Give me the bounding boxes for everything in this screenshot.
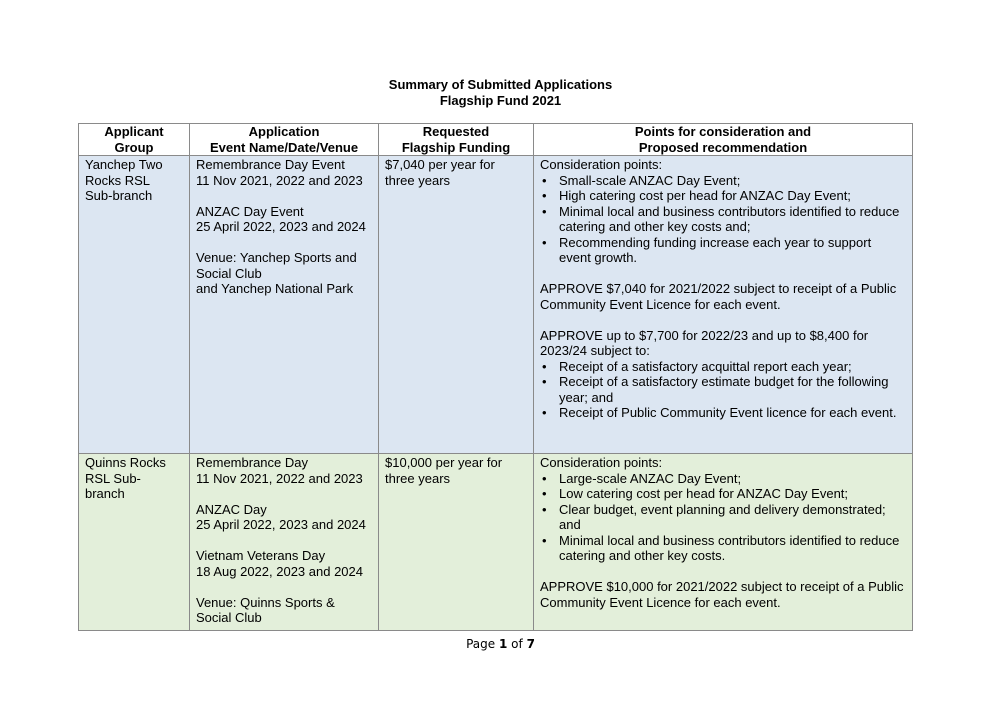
document-title [0, 77, 1001, 109]
table-row [79, 454, 913, 631]
title-line-2: Flagship Fund 2021 [439, 93, 562, 108]
table-header-row [79, 124, 913, 156]
approve-statement: APPROVE up to $7,700 for 2022/23 and up to $8,400 for 2023/24 subject to: [540, 327, 869, 358]
header-applicant-group: Applicant Group [79, 124, 190, 156]
list-item: • Low catering cost per head for ANZAC Day Event; [540, 486, 906, 502]
list-item: • Clear budget, event planning and delivery demonstrated; and [540, 502, 906, 533]
list-item: • Recommending funding increase each year to support event growth. [540, 235, 906, 266]
list-item: • Minimal local and business contributors identified to reduce catering and other key costs and; [540, 204, 906, 235]
applicant-cell: Quinns Rocks RSL Sub- branch [79, 454, 190, 631]
list-item: • Receipt of a satisfactory estimate budget for the following year; and [540, 374, 906, 405]
recommendation-cell [534, 454, 913, 631]
consideration-points-list [540, 173, 906, 266]
applicant-cell: Yanchep Two Rocks RSL Sub-branch [79, 156, 190, 454]
consideration-points-list [540, 471, 906, 564]
consideration-heading: Consideration points: [540, 157, 663, 172]
list-item: • Small-scale ANZAC Day Event; [540, 173, 906, 189]
list-item: • Receipt of Public Community Event licence for each event. [540, 405, 906, 421]
applications-table [78, 123, 913, 631]
page-total: 7 [526, 637, 535, 651]
header-application: Application Event Name/Date/Venue [190, 124, 379, 156]
event-cell: Remembrance Day Event 11 Nov 2021, 2022 and 2023 ANZAC Day Event 25 April 2022, 2023 and 2024 Venue: Yanchep Sports and Social Club and Yanchep National Park [190, 156, 379, 454]
page-footer [0, 637, 1001, 651]
header-requested-funding: Requested Flagship Funding [379, 124, 534, 156]
funding-cell: $10,000 per year for three years [379, 454, 534, 631]
list-item: • Large-scale ANZAC Day Event; [540, 471, 906, 487]
approve-statement: APPROVE $7,040 for 2021/2022 subject to receipt of a Public Community Event Licence for each event. [540, 281, 897, 312]
event-cell: Remembrance Day 11 Nov 2021, 2022 and 2023 ANZAC Day 25 April 2022, 2023 and 2024 Vietnam Veterans Day 18 Aug 2022, 2023 and 2024 Venue: Quinns Sports & Social Club [190, 454, 379, 631]
page-label: Page [466, 637, 496, 651]
title-line-1: Summary of Submitted Applications [388, 77, 613, 92]
recommendation-cell [534, 156, 913, 454]
consideration-heading: Consideration points: [540, 455, 663, 470]
page-current: 1 [498, 637, 508, 651]
list-item: • Minimal local and business contributors identified to reduce catering and other key costs. [540, 533, 906, 564]
table-row [79, 156, 913, 454]
of-label: of [511, 637, 523, 651]
list-item: • High catering cost per head for ANZAC Day Event; [540, 188, 906, 204]
approve-statement: APPROVE $10,000 for 2021/2022 subject to receipt of a Public Community Event Licence for each event. [540, 579, 904, 610]
conditions-list [540, 359, 906, 421]
funding-cell: $7,040 per year for three years [379, 156, 534, 454]
list-item: • Receipt of a satisfactory acquittal report each year; [540, 359, 906, 375]
header-points-recommendation: Points for consideration and Proposed recommendation [534, 124, 913, 156]
